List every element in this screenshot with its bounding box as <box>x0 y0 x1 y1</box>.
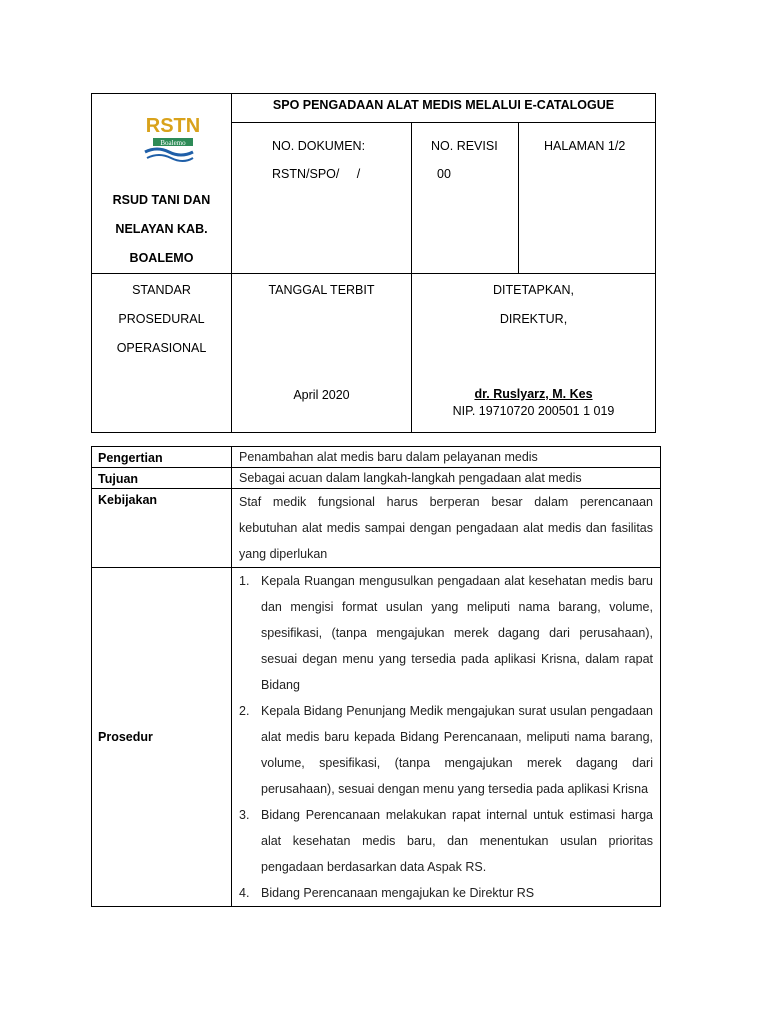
prosedur-step-1 <box>239 568 653 698</box>
step-number: 3. <box>239 808 250 822</box>
kebijakan-text: Staf medik fungsional harus berperan besar dalam perencanaan kebutuhan alat medis sampai dengan pengadaan alat medis dan fasilitas yang diperlukan <box>232 489 661 568</box>
halaman-cell <box>519 123 656 274</box>
ditetapkan-cell <box>412 274 656 433</box>
standar-prosedural-cell <box>92 274 232 433</box>
no-revisi-cell <box>412 123 519 274</box>
document-title: SPO PENGADAAN ALAT MEDIS MELALUI E-CATALOGUE <box>232 94 656 123</box>
tujuan-label: Tujuan <box>92 468 232 489</box>
prosedur-step-4 <box>239 880 653 906</box>
no-revisi-label: NO. REVISI <box>431 139 498 154</box>
step-number: 2. <box>239 704 250 718</box>
prosedur-cell <box>232 568 661 907</box>
direktur-label: DIREKTUR, <box>499 312 568 326</box>
standar-line-2: PROSEDURAL <box>118 312 205 326</box>
halaman-label: HALAMAN 1/2 <box>544 139 626 154</box>
kebijakan-label: Kebijakan <box>92 489 232 568</box>
step-text: Kepala Ruangan mengusulkan pengadaan alat kesehatan medis baru dan mengisi format usulan yang meliputi nama barang, volume, spesifikasi, (tanpa mengajukan merek dagang dari perusahaan), sesuai degan menu yang tersedia pada aplikasi Krisna, dalam rapat Bidang <box>261 574 653 692</box>
hospital-logo <box>117 96 207 168</box>
prosedur-label: Prosedur <box>92 568 232 907</box>
step-text: Bidang Perencanaan mengajukan ke Direktur RS <box>261 886 535 900</box>
tujuan-text: Sebagai acuan dalam langkah-langkah pengadaan alat medis <box>232 468 661 489</box>
step-number: 4. <box>239 886 250 900</box>
svg-text:Boalemo: Boalemo <box>159 139 186 147</box>
no-dokumen-label: NO. DOKUMEN: <box>272 139 366 154</box>
hospital-name-line-2: NELAYAN KAB. <box>115 222 208 236</box>
ditetapkan-label: DITETAPKAN, <box>492 283 575 297</box>
pengertian-label: Pengertian <box>92 447 232 468</box>
prosedur-step-3 <box>239 802 653 880</box>
hospital-name-line-1: RSUD TANI DAN <box>112 193 211 207</box>
document-header-table <box>91 93 656 433</box>
hospital-name-line-3: BOALEMO <box>129 251 194 265</box>
prosedur-step-2 <box>239 698 653 802</box>
pengertian-text: Penambahan alat medis baru dalam pelayanan medis <box>232 447 661 468</box>
no-revisi-value: 00 <box>437 167 451 182</box>
standar-line-3: OPERASIONAL <box>116 341 207 355</box>
no-dokumen-cell <box>232 123 412 274</box>
hospital-identity-cell <box>92 94 232 274</box>
prosedur-list <box>232 568 660 906</box>
standar-line-1: STANDAR <box>132 283 191 297</box>
tanggal-terbit-label: TANGGAL TERBIT <box>268 283 375 297</box>
no-dokumen-value: RSTN/SPO/ / <box>272 167 361 182</box>
signer-nip: NIP. 19710720 200501 1 019 <box>452 404 615 418</box>
step-number: 1. <box>239 574 250 588</box>
sop-content-table <box>91 446 661 907</box>
tanggal-terbit-value: April 2020 <box>293 388 350 402</box>
signer-name: dr. Ruslyarz, M. Kes <box>474 387 593 401</box>
svg-text:RSTN: RSTN <box>145 115 200 137</box>
step-text: Kepala Bidang Penunjang Medik mengajukan surat usulan pengadaan alat medis baru kepada Bidang Perencanaan, meliputi nama barang, volume, spesifikasi, (tanpa mengajukan merek dagang dari perusahaan), sesuai dengan menu yang tersedia pada aplikasi Krisna <box>261 704 653 796</box>
step-text: Bidang Perencanaan melakukan rapat internal untuk estimasi harga alat kesehatan medis baru, dan menentukan usulan prioritas pengadaan berdasarkan data Aspak RS. <box>261 808 653 874</box>
tanggal-terbit-cell <box>232 274 412 433</box>
